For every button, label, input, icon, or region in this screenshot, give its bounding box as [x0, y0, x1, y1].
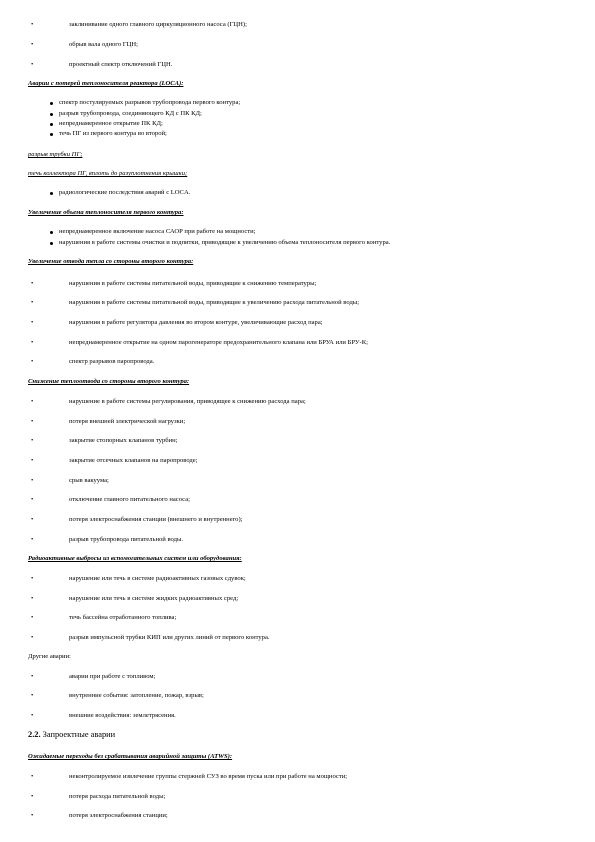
- section-title-2-2: [28, 731, 115, 739]
- list-item: разрыв трубопровода, соединяющего КД с ПК КД;: [59, 110, 202, 117]
- list-item: заклинивание одного главного циркуляционного насоса (ГЦН);: [69, 21, 247, 28]
- list-item: потеря электроснабжения станции (внешнего и внутреннего);: [69, 516, 243, 523]
- list-item: срыв вакуума;: [69, 477, 109, 484]
- list-item: радиологические последствия аварий с LOCA.: [59, 189, 191, 196]
- list-item: потеря внешней электрической нагрузки;: [69, 418, 186, 425]
- list-bullet: •: [31, 418, 34, 425]
- list-bullet: •: [31, 299, 34, 306]
- dot-bullet: [50, 123, 53, 126]
- list-item: нарушения в работе системы очистки и подпитки, приводящие к увеличению объема теплоносителя первого контура.: [59, 239, 391, 246]
- list-item: непреднамеренное включение насоса САОР при работе на мощности;: [59, 228, 256, 235]
- list-bullet: •: [31, 358, 34, 365]
- list-item: внутренние события: затопление, пожар, взрыв;: [69, 692, 204, 699]
- list-bullet: •: [31, 398, 34, 405]
- list-item: потеря расхода питательной воды;: [69, 793, 166, 800]
- section-heading-volume-increase: Увеличение объема теплоносителя первого контура:: [28, 209, 184, 216]
- list-item: нарушения в работе системы питательной воды, приводящие к увеличению расхода питательной воды;: [69, 299, 360, 306]
- list-bullet: •: [31, 692, 34, 699]
- list-bullet: •: [31, 477, 34, 484]
- list-bullet: •: [31, 575, 34, 582]
- list-bullet: •: [31, 437, 34, 444]
- list-bullet: •: [31, 280, 34, 287]
- list-bullet: •: [31, 319, 34, 326]
- list-item: нарушение или течь в системе радиоактивных газовых сдувок;: [69, 575, 246, 582]
- dot-bullet: [50, 242, 53, 245]
- list-item: обрыв вала одного ГЦН;: [69, 41, 138, 48]
- list-bullet: •: [31, 61, 34, 68]
- list-item: спектр постулируемых разрывов трубопровода первого контура;: [59, 99, 241, 106]
- list-item: неконтролируемое извлечение группы стержней СУЗ во время пуска или при работе на мощности;: [69, 773, 348, 780]
- list-item: нарушение или течь в системе жидких радиоактивных сред;: [69, 595, 239, 602]
- list-bullet: •: [31, 21, 34, 28]
- subitem-collector-leak: течь коллектора ПГ, вплоть до разуплотнения крышки;: [28, 170, 188, 177]
- list-bullet: •: [31, 793, 34, 800]
- section-number: 2.2.: [28, 730, 41, 739]
- list-bullet: •: [31, 712, 34, 719]
- list-item: течь бассейна отработанного топлива;: [69, 614, 177, 621]
- section-heading-heat-increase: Увеличение отвода тепла со стороны второго контура:: [28, 258, 194, 265]
- dot-bullet: [50, 102, 53, 105]
- section-heading-loca: Аварии с потерей теплоносителя реактора (LOCA):: [28, 80, 184, 87]
- list-item: отключение главного питательного насоса;: [69, 496, 190, 503]
- list-bullet: •: [31, 41, 34, 48]
- section-heading-atws: Ожидаемые переходы без срабатывания аварийной защиты (ATWS):: [28, 753, 233, 760]
- subitem-tube-rupture: разрыв трубки ПГ;: [28, 151, 83, 158]
- list-item: нарушение в работе системы регулирования, приводящее к снижению расхода пара;: [69, 398, 306, 405]
- list-item: проектный спектр отключений ГЦН.: [69, 61, 173, 68]
- dot-bullet: [50, 231, 53, 234]
- list-bullet: •: [31, 339, 34, 346]
- list-bullet: •: [31, 773, 34, 780]
- list-item: потеря электроснабжения станции;: [69, 812, 168, 819]
- section-heading-other: Другие аварии:: [28, 653, 71, 660]
- section-heading-radioactive: Радиоактивные выбросы из вспомогательных систем или оборудования:: [28, 555, 242, 562]
- list-item: закрытие отсечных клапанов на паропроводе;: [69, 457, 198, 464]
- list-item: разрыв трубопровода питательной воды.: [69, 536, 184, 543]
- list-item: разрыв импульсной трубки КИП или других линий от первого контура.: [69, 634, 270, 641]
- section-title-text: Запроектные аварии: [42, 730, 116, 739]
- list-bullet: •: [31, 634, 34, 641]
- list-item: нарушения в работе регулятора давления во втором контуре, увеличивающие расход пара;: [69, 319, 323, 326]
- list-bullet: •: [31, 496, 34, 503]
- section-heading-heat-decrease: Снижение теплоотвода со стороны второго контура:: [28, 378, 190, 385]
- list-item: нарушения в работе системы питательной воды, приводящие к снижению температуры;: [69, 280, 317, 287]
- list-bullet: •: [31, 457, 34, 464]
- dot-bullet: [50, 192, 53, 195]
- list-bullet: •: [31, 536, 34, 543]
- list-item: течь ПГ из первого контура во второй;: [59, 130, 167, 137]
- list-item: непреднамеренное открытие ПК КД;: [59, 120, 163, 127]
- list-item: спектр разрывов паропровода.: [69, 358, 155, 365]
- list-item: закрытие стопорных клапанов турбин;: [69, 437, 178, 444]
- list-bullet: •: [31, 516, 34, 523]
- list-item: аварии при работе с топливом;: [69, 673, 156, 680]
- list-bullet: •: [31, 614, 34, 621]
- list-bullet: •: [31, 595, 34, 602]
- dot-bullet: [50, 133, 53, 136]
- list-item: внешние воздействия: землетрясения.: [69, 712, 176, 719]
- list-bullet: •: [31, 812, 34, 819]
- list-item: непреднамеренное открытие на одном парогенераторе предохранительного клапана или БРУА или БРУ-К;: [69, 339, 368, 346]
- dot-bullet: [50, 113, 53, 116]
- list-bullet: •: [31, 673, 34, 680]
